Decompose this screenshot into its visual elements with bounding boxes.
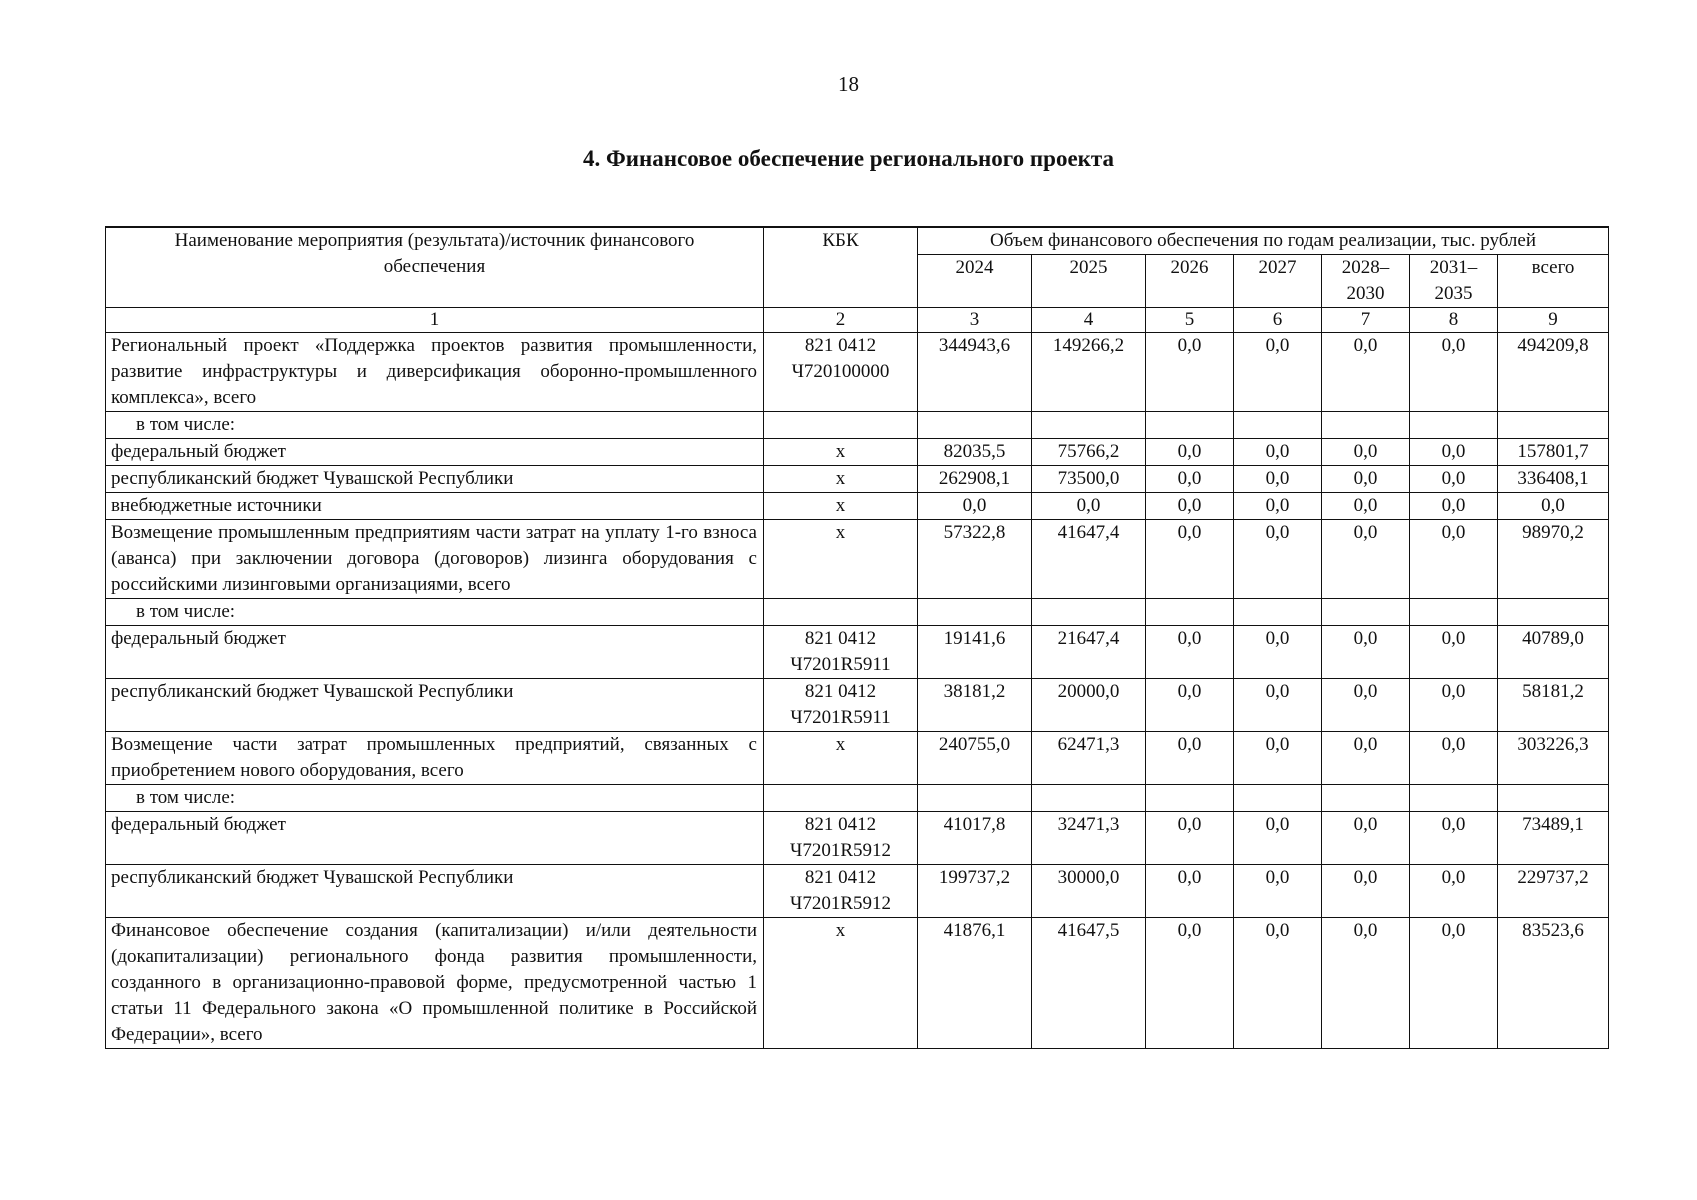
row-value [1234,785,1322,812]
row-value: 0,0 [1146,865,1234,918]
row-name: Финансовое обеспечение создания (капитализации) и/или деятельности (докапитализации) регионального фонда развития промышленности, созданного в организационно-правовой форме, предусмотренной частью 1 статьи 11 Федерального закона «О промышленной политике в Российской Федерации», всего [106,918,764,1049]
row-value [1032,599,1146,626]
row-total: 73489,1 [1498,812,1609,865]
row-value: 0,0 [1322,865,1410,918]
row-total: 83523,6 [1498,918,1609,1049]
row-value: 0,0 [1322,812,1410,865]
row-total: 336408,1 [1498,466,1609,493]
row-total: 98970,2 [1498,520,1609,599]
column-index: 1 [106,308,764,333]
row-value [918,599,1032,626]
row-value [1410,785,1498,812]
row-value: 19141,6 [918,626,1032,679]
row-value: 0,0 [1146,520,1234,599]
column-index: 6 [1234,308,1322,333]
row-value: 20000,0 [1032,679,1146,732]
row-value [918,412,1032,439]
table-row [106,679,1609,732]
row-value: 0,0 [1234,520,1322,599]
kbk-target-code: Ч7201R5911 [790,707,891,728]
row-value: 0,0 [1410,918,1498,1049]
row-value: 0,0 [1410,466,1498,493]
table-row [106,865,1609,918]
row-value: 0,0 [1234,466,1322,493]
row-value: 0,0 [1410,333,1498,412]
row-total [1498,785,1609,812]
row-kbk [764,466,918,493]
row-value: 73500,0 [1032,466,1146,493]
column-index: 9 [1498,308,1609,333]
table-header [106,227,1609,333]
column-index: 2 [764,308,918,333]
row-value [1322,412,1410,439]
row-value: 0,0 [1410,626,1498,679]
table-row [106,493,1609,520]
row-value: 0,0 [1322,918,1410,1049]
row-kbk [764,865,918,918]
kbk-code: x [835,441,846,462]
kbk-code: x [835,495,846,516]
kbk-code: x [835,734,846,755]
column-index: 3 [918,308,1032,333]
row-value: 240755,0 [918,732,1032,785]
row-kbk [764,679,918,732]
kbk-code: x [835,920,846,941]
row-value: 0,0 [1234,626,1322,679]
row-value: 32471,3 [1032,812,1146,865]
row-name: республиканский бюджет Чувашской Республики [106,865,764,918]
row-kbk [764,626,918,679]
row-value: 0,0 [1322,439,1410,466]
row-value: 41647,4 [1032,520,1146,599]
row-value: 0,0 [1032,493,1146,520]
row-total [1498,412,1609,439]
row-value [1410,412,1498,439]
row-value [1032,785,1146,812]
row-name: республиканский бюджет Чувашской Республики [106,679,764,732]
row-total: 58181,2 [1498,679,1609,732]
row-value: 21647,4 [1032,626,1146,679]
row-value: 344943,6 [918,333,1032,412]
table-row [106,412,1609,439]
column-index: 5 [1146,308,1234,333]
row-value: 41017,8 [918,812,1032,865]
kbk-target-code: Ч7201R5912 [789,893,892,914]
row-value: 0,0 [1146,679,1234,732]
row-value: 0,0 [1234,918,1322,1049]
row-value [1032,412,1146,439]
table-row [106,439,1609,466]
row-value: 0,0 [1146,333,1234,412]
kbk-target-code: Ч7201R5911 [790,654,891,675]
row-name: федеральный бюджет [106,626,764,679]
row-value: 0,0 [1234,493,1322,520]
table-row [106,918,1609,1049]
column-index: 8 [1410,308,1498,333]
row-value: 82035,5 [918,439,1032,466]
row-value [1146,412,1234,439]
table-body [106,333,1609,1049]
row-value: 0,0 [1146,812,1234,865]
row-value: 0,0 [1410,865,1498,918]
kbk-code: x [835,468,846,489]
row-value: 0,0 [1146,626,1234,679]
header-year: 2031–2035 [1410,255,1498,308]
row-value: 41876,1 [918,918,1032,1049]
column-index: 7 [1322,308,1410,333]
financing-table [105,226,1609,1049]
row-value: 0,0 [1322,466,1410,493]
row-value: 0,0 [1234,732,1322,785]
row-name: в том числе: [106,599,764,626]
row-total: 157801,7 [1498,439,1609,466]
row-value: 0,0 [1234,865,1322,918]
row-kbk [764,520,918,599]
header-year: 2026 [1146,255,1234,308]
row-value: 0,0 [918,493,1032,520]
row-name: в том числе: [106,785,764,812]
column-index: 4 [1032,308,1146,333]
row-value: 0,0 [1234,679,1322,732]
row-value: 0,0 [1322,732,1410,785]
row-value: 0,0 [1410,812,1498,865]
row-total: 494209,8 [1498,333,1609,412]
row-value: 0,0 [1146,918,1234,1049]
row-value [1234,412,1322,439]
row-kbk [764,785,918,812]
table-row [106,626,1609,679]
row-value [1146,599,1234,626]
row-value [1410,599,1498,626]
row-value: 0,0 [1234,439,1322,466]
row-value [1322,599,1410,626]
row-name: в том числе: [106,412,764,439]
row-value: 149266,2 [1032,333,1146,412]
row-value: 0,0 [1322,520,1410,599]
kbk-target-code: Ч720100000 [791,361,890,382]
row-value [1322,785,1410,812]
row-kbk [764,333,918,412]
row-name: федеральный бюджет [106,439,764,466]
header-year: 2028–2030 [1322,255,1410,308]
row-value: 0,0 [1234,812,1322,865]
row-value [1146,785,1234,812]
header-name: Наименование мероприятия (результата)/источник финансового обеспечения [106,227,764,308]
header-total: всего [1498,255,1609,308]
row-kbk [764,599,918,626]
row-total: 229737,2 [1498,865,1609,918]
row-value: 0,0 [1410,679,1498,732]
header-year: 2024 [918,255,1032,308]
row-value: 0,0 [1410,493,1498,520]
row-value: 0,0 [1146,732,1234,785]
row-total: 40789,0 [1498,626,1609,679]
row-kbk [764,412,918,439]
kbk-code: 821 0412 [804,681,877,702]
row-value: 38181,2 [918,679,1032,732]
row-value: 0,0 [1322,679,1410,732]
row-value: 30000,0 [1032,865,1146,918]
row-value: 0,0 [1410,732,1498,785]
kbk-code: 821 0412 [804,335,877,356]
header-volume: Объем финансового обеспечения по годам реализации, тыс. рублей [918,227,1609,255]
header-year: 2027 [1234,255,1322,308]
section-title: 4. Финансовое обеспечение регионального проекта [583,146,1114,171]
row-kbk [764,812,918,865]
row-value: 0,0 [1410,439,1498,466]
row-value: 0,0 [1322,493,1410,520]
row-value: 0,0 [1146,493,1234,520]
table-row [106,333,1609,412]
row-total: 0,0 [1498,493,1609,520]
row-value: 0,0 [1322,626,1410,679]
row-value [1234,599,1322,626]
row-kbk [764,439,918,466]
table-row [106,599,1609,626]
row-value: 0,0 [1322,333,1410,412]
kbk-code: 821 0412 [804,814,877,835]
kbk-code: x [835,522,846,543]
row-name: внебюджетные источники [106,493,764,520]
row-value: 262908,1 [918,466,1032,493]
row-name: федеральный бюджет [106,812,764,865]
table-row [106,785,1609,812]
row-value: 0,0 [1146,466,1234,493]
row-total [1498,599,1609,626]
kbk-code: 821 0412 [804,628,877,649]
row-value: 0,0 [1234,333,1322,412]
header-year: 2025 [1032,255,1146,308]
row-value: 62471,3 [1032,732,1146,785]
table-row [106,732,1609,785]
row-kbk [764,493,918,520]
row-value: 199737,2 [918,865,1032,918]
row-value: 57322,8 [918,520,1032,599]
row-value: 75766,2 [1032,439,1146,466]
page-number: 18 [838,72,859,96]
kbk-code: 821 0412 [804,867,877,888]
table-row [106,520,1609,599]
row-name: Возмещение промышленным предприятиям части затрат на уплату 1-го взноса (аванса) при заключении договора (договоров) лизинга оборудования с российскими лизинговыми организациями, всего [106,520,764,599]
row-total: 303226,3 [1498,732,1609,785]
row-value [918,785,1032,812]
row-value: 0,0 [1146,439,1234,466]
row-name: Региональный проект «Поддержка проектов развития промышленности, развитие инфраструктуры и диверсификация оборонно-промышленного комплекса», всего [106,333,764,412]
row-value: 41647,5 [1032,918,1146,1049]
row-value: 0,0 [1410,520,1498,599]
header-kbk: КБК [764,227,918,308]
table-row [106,466,1609,493]
row-kbk [764,918,918,1049]
row-name: Возмещение части затрат промышленных предприятий, связанных с приобретением нового оборудования, всего [106,732,764,785]
kbk-target-code: Ч7201R5912 [789,840,892,861]
row-kbk [764,732,918,785]
table-row [106,812,1609,865]
row-name: республиканский бюджет Чувашской Республики [106,466,764,493]
